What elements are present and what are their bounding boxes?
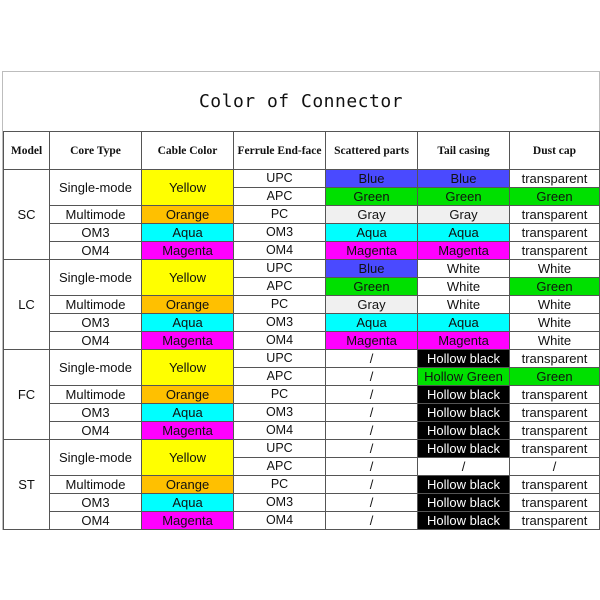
- ferrule-cell: OM4: [234, 332, 326, 350]
- table-row: [4, 314, 600, 332]
- core-type-cell: OM4: [50, 332, 142, 350]
- table-row: [4, 440, 600, 458]
- scattered-parts-cell: /: [326, 476, 418, 494]
- dust-cap-cell: White: [510, 296, 600, 314]
- model-cell: LC: [4, 260, 50, 350]
- dust-cap-cell: transparent: [510, 422, 600, 440]
- core-type-cell: Multimode: [50, 206, 142, 224]
- tail-casing-cell: Hollow black: [418, 386, 510, 404]
- scattered-parts-cell: Green: [326, 278, 418, 296]
- table-row: [4, 206, 600, 224]
- core-type-cell: OM4: [50, 422, 142, 440]
- cable-color-cell: Orange: [142, 206, 234, 224]
- ferrule-cell: UPC: [234, 440, 326, 458]
- ferrule-cell: UPC: [234, 350, 326, 368]
- cable-color-cell: Orange: [142, 476, 234, 494]
- core-type-cell: OM4: [50, 242, 142, 260]
- scattered-parts-cell: /: [326, 440, 418, 458]
- header-tail-casing: Tail casing: [418, 132, 510, 170]
- connector-color-table: [3, 131, 600, 530]
- scattered-parts-cell: Gray: [326, 206, 418, 224]
- scattered-parts-cell: /: [326, 512, 418, 530]
- scattered-parts-cell: Blue: [326, 260, 418, 278]
- table-row: [4, 494, 600, 512]
- dust-cap-cell: transparent: [510, 404, 600, 422]
- dust-cap-cell: transparent: [510, 386, 600, 404]
- table-row: [4, 422, 600, 440]
- tail-casing-cell: Hollow black: [418, 422, 510, 440]
- tail-casing-cell: Hollow black: [418, 350, 510, 368]
- tail-casing-cell: Magenta: [418, 242, 510, 260]
- dust-cap-cell: White: [510, 314, 600, 332]
- ferrule-cell: OM3: [234, 314, 326, 332]
- ferrule-cell: OM3: [234, 494, 326, 512]
- dust-cap-cell: Green: [510, 188, 600, 206]
- dust-cap-cell: transparent: [510, 350, 600, 368]
- cable-color-cell: Yellow: [142, 170, 234, 206]
- model-cell: SC: [4, 170, 50, 260]
- tail-casing-cell: Hollow black: [418, 476, 510, 494]
- header-ferrule-end-face: Ferrule End-face: [234, 132, 326, 170]
- cable-color-cell: Magenta: [142, 422, 234, 440]
- table-row: [4, 512, 600, 530]
- cable-color-cell: Orange: [142, 296, 234, 314]
- table-row: [4, 404, 600, 422]
- model-cell: ST: [4, 440, 50, 530]
- tail-casing-cell: Hollow Green: [418, 368, 510, 386]
- dust-cap-cell: transparent: [510, 242, 600, 260]
- table-row: [4, 386, 600, 404]
- table-body: [4, 170, 600, 530]
- core-type-cell: OM3: [50, 404, 142, 422]
- dust-cap-cell: White: [510, 260, 600, 278]
- ferrule-cell: UPC: [234, 260, 326, 278]
- tail-casing-cell: Aqua: [418, 314, 510, 332]
- cable-color-cell: Orange: [142, 386, 234, 404]
- core-type-cell: Single-mode: [50, 350, 142, 386]
- cable-color-cell: Aqua: [142, 224, 234, 242]
- scattered-parts-cell: Blue: [326, 170, 418, 188]
- connector-color-sheet: [2, 71, 600, 530]
- core-type-cell: OM3: [50, 224, 142, 242]
- core-type-cell: Single-mode: [50, 170, 142, 206]
- dust-cap-cell: /: [510, 458, 600, 476]
- scattered-parts-cell: /: [326, 404, 418, 422]
- cable-color-cell: Magenta: [142, 512, 234, 530]
- header-scattered-parts: Scattered parts: [326, 132, 418, 170]
- header-row: [4, 132, 600, 170]
- scattered-parts-cell: Aqua: [326, 224, 418, 242]
- tail-casing-cell: Hollow black: [418, 512, 510, 530]
- tail-casing-cell: Gray: [418, 206, 510, 224]
- table-row: [4, 332, 600, 350]
- dust-cap-cell: Green: [510, 368, 600, 386]
- dust-cap-cell: transparent: [510, 170, 600, 188]
- scattered-parts-cell: /: [326, 458, 418, 476]
- table-row: [4, 296, 600, 314]
- dust-cap-cell: transparent: [510, 476, 600, 494]
- core-type-cell: Single-mode: [50, 260, 142, 296]
- table-row: [4, 224, 600, 242]
- core-type-cell: OM3: [50, 314, 142, 332]
- scattered-parts-cell: /: [326, 422, 418, 440]
- tail-casing-cell: White: [418, 260, 510, 278]
- scattered-parts-cell: /: [326, 494, 418, 512]
- dust-cap-cell: transparent: [510, 206, 600, 224]
- scattered-parts-cell: Magenta: [326, 332, 418, 350]
- scattered-parts-cell: /: [326, 386, 418, 404]
- cable-color-cell: Magenta: [142, 332, 234, 350]
- tail-casing-cell: Hollow black: [418, 404, 510, 422]
- dust-cap-cell: transparent: [510, 494, 600, 512]
- core-type-cell: OM4: [50, 512, 142, 530]
- cable-color-cell: Yellow: [142, 260, 234, 296]
- model-cell: FC: [4, 350, 50, 440]
- tail-casing-cell: Green: [418, 188, 510, 206]
- dust-cap-cell: transparent: [510, 440, 600, 458]
- ferrule-cell: OM3: [234, 224, 326, 242]
- table-row: [4, 242, 600, 260]
- cable-color-cell: Yellow: [142, 350, 234, 386]
- tail-casing-cell: Hollow black: [418, 494, 510, 512]
- scattered-parts-cell: /: [326, 368, 418, 386]
- ferrule-cell: APC: [234, 278, 326, 296]
- tail-casing-cell: Magenta: [418, 332, 510, 350]
- header-core-type: Core Type: [50, 132, 142, 170]
- ferrule-cell: PC: [234, 296, 326, 314]
- tail-casing-cell: Aqua: [418, 224, 510, 242]
- ferrule-cell: PC: [234, 386, 326, 404]
- core-type-cell: Single-mode: [50, 440, 142, 476]
- table-row: [4, 260, 600, 278]
- table-row: [4, 476, 600, 494]
- ferrule-cell: OM3: [234, 404, 326, 422]
- core-type-cell: Multimode: [50, 386, 142, 404]
- dust-cap-cell: White: [510, 332, 600, 350]
- table-row: [4, 350, 600, 368]
- dust-cap-cell: transparent: [510, 224, 600, 242]
- ferrule-cell: UPC: [234, 170, 326, 188]
- core-type-cell: Multimode: [50, 476, 142, 494]
- header-dust-cap: Dust cap: [510, 132, 600, 170]
- header-model: Model: [4, 132, 50, 170]
- scattered-parts-cell: Gray: [326, 296, 418, 314]
- cable-color-cell: Aqua: [142, 314, 234, 332]
- cable-color-cell: Aqua: [142, 404, 234, 422]
- cable-color-cell: Yellow: [142, 440, 234, 476]
- ferrule-cell: PC: [234, 476, 326, 494]
- ferrule-cell: APC: [234, 458, 326, 476]
- table-title: Color of Connector: [198, 91, 404, 112]
- scattered-parts-cell: Aqua: [326, 314, 418, 332]
- tail-casing-cell: White: [418, 296, 510, 314]
- dust-cap-cell: Green: [510, 278, 600, 296]
- tail-casing-cell: Blue: [418, 170, 510, 188]
- header-cable-color: Cable Color: [142, 132, 234, 170]
- tail-casing-cell: White: [418, 278, 510, 296]
- ferrule-cell: APC: [234, 188, 326, 206]
- dust-cap-cell: transparent: [510, 512, 600, 530]
- scattered-parts-cell: /: [326, 350, 418, 368]
- ferrule-cell: PC: [234, 206, 326, 224]
- core-type-cell: Multimode: [50, 296, 142, 314]
- scattered-parts-cell: Magenta: [326, 242, 418, 260]
- cable-color-cell: Magenta: [142, 242, 234, 260]
- table-row: [4, 170, 600, 188]
- tail-casing-cell: Hollow black: [418, 440, 510, 458]
- scattered-parts-cell: Green: [326, 188, 418, 206]
- ferrule-cell: OM4: [234, 242, 326, 260]
- cable-color-cell: Aqua: [142, 494, 234, 512]
- ferrule-cell: APC: [234, 368, 326, 386]
- ferrule-cell: OM4: [234, 422, 326, 440]
- ferrule-cell: OM4: [234, 512, 326, 530]
- tail-casing-cell: /: [418, 458, 510, 476]
- core-type-cell: OM3: [50, 494, 142, 512]
